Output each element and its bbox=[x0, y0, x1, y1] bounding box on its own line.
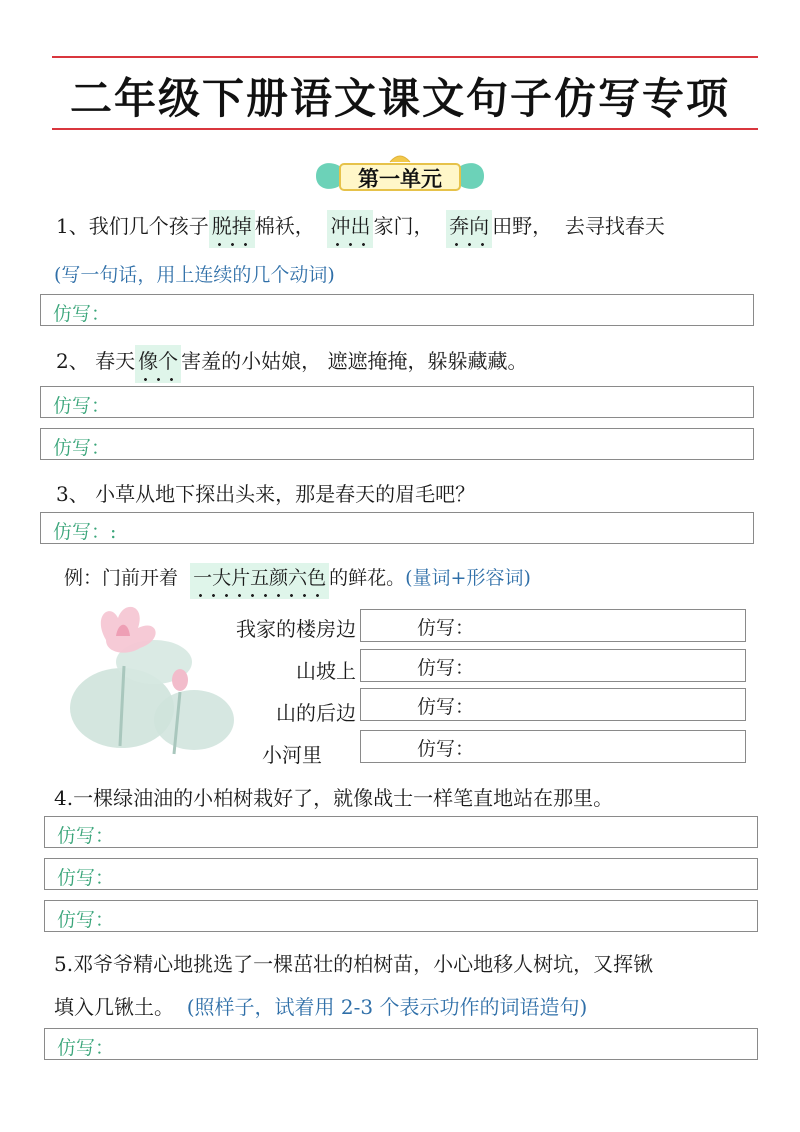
example-answer-box-4[interactable] bbox=[360, 730, 746, 763]
q5-answer-box[interactable] bbox=[44, 1028, 758, 1060]
q2-text-pre: 2、 春天 bbox=[56, 349, 136, 373]
example-answer-box-3[interactable] bbox=[360, 688, 746, 721]
answer-label: 仿写： bbox=[57, 909, 115, 931]
q2-answer-box-2[interactable] bbox=[40, 428, 754, 460]
q1-highlight-2: 冲出 bbox=[327, 210, 373, 248]
example-row-place: 我家的楼房边 bbox=[236, 617, 356, 641]
question-4: 4.一棵绿油油的小柏树栽好了，就像战士一样笔直地站在那里。 bbox=[54, 786, 614, 810]
answer-label: 仿写： bbox=[57, 1037, 115, 1059]
question-5-line-1: 5.邓爷爷精心地挑选了一棵茁壮的柏树苗，小心地移人树坑，又挥锹 bbox=[54, 952, 654, 976]
question-2 bbox=[56, 345, 527, 374]
q2-text-end: 害羞的小姑娘， 遮遮掩掩，躲躲藏藏。 bbox=[181, 349, 528, 373]
q2-answer-box-1[interactable] bbox=[40, 386, 754, 418]
answer-label: 仿写： bbox=[417, 738, 475, 760]
example-text-pre: 例：门前开着 bbox=[64, 567, 179, 589]
answer-label: 仿写： bbox=[53, 395, 111, 417]
unit-title: 第一单元 bbox=[358, 166, 442, 191]
q2-highlight: 像个 bbox=[135, 345, 181, 383]
q4-answer-box-2[interactable] bbox=[44, 858, 758, 890]
answer-label: 仿写：: bbox=[53, 521, 117, 543]
example-highlight: 一大片五颜六色 bbox=[190, 563, 329, 599]
answer-label: 仿写： bbox=[417, 657, 475, 679]
q3-answer-box[interactable] bbox=[40, 512, 754, 544]
example-sentence bbox=[64, 563, 531, 590]
q1-highlight-3: 奔向 bbox=[446, 210, 492, 248]
example-row-place: 山的后边 bbox=[276, 701, 356, 725]
example-text-end: 的鲜花。 bbox=[329, 567, 406, 589]
q1-text-mid2: 家门， bbox=[373, 214, 434, 238]
example-row-place: 小河里 bbox=[262, 743, 322, 767]
q1-highlight-1: 脱掉 bbox=[209, 210, 255, 248]
q1-answer-box[interactable] bbox=[40, 294, 754, 326]
page-title: 二年级下册语文课文句子仿写专项 bbox=[69, 74, 730, 123]
question-1 bbox=[56, 210, 665, 239]
answer-label: 仿写： bbox=[57, 867, 115, 889]
q1-text-pre: 1、我们几个孩子 bbox=[56, 214, 209, 238]
q1-text-end: 去寻找春天 bbox=[564, 214, 665, 238]
q1-text-mid1: 棉袄， bbox=[254, 214, 315, 238]
answer-label: 仿写： bbox=[417, 696, 475, 718]
top-rule bbox=[52, 56, 758, 58]
example-answer-box-2[interactable] bbox=[360, 649, 746, 682]
question-5-line-2 bbox=[54, 991, 587, 1020]
answer-label: 仿写： bbox=[417, 617, 475, 639]
q1-text-mid3: 田野， bbox=[492, 214, 553, 238]
question-3: 3、 小草从地下探出头来，那是春天的眉毛吧？ bbox=[56, 482, 476, 506]
answer-label: 仿写： bbox=[53, 303, 111, 325]
answer-label: 仿写： bbox=[57, 825, 115, 847]
q4-answer-box-1[interactable] bbox=[44, 816, 758, 848]
bottom-rule bbox=[52, 128, 758, 130]
q4-answer-box-3[interactable] bbox=[44, 900, 758, 932]
answer-label: 仿写： bbox=[53, 437, 111, 459]
q5-hint: (照样子，试着用 2-3 个表示功作的词语造句) bbox=[186, 995, 588, 1019]
q5-text-line2: 填入几锹土。 bbox=[54, 995, 174, 1019]
q1-hint: (写一句话，用上连续的几个动词) bbox=[54, 264, 335, 286]
example-hint: (量词+形容词) bbox=[405, 567, 531, 589]
example-row-place: 山坡上 bbox=[296, 659, 356, 683]
unit-banner bbox=[310, 152, 490, 200]
example-answer-box-1[interactable] bbox=[360, 609, 746, 642]
